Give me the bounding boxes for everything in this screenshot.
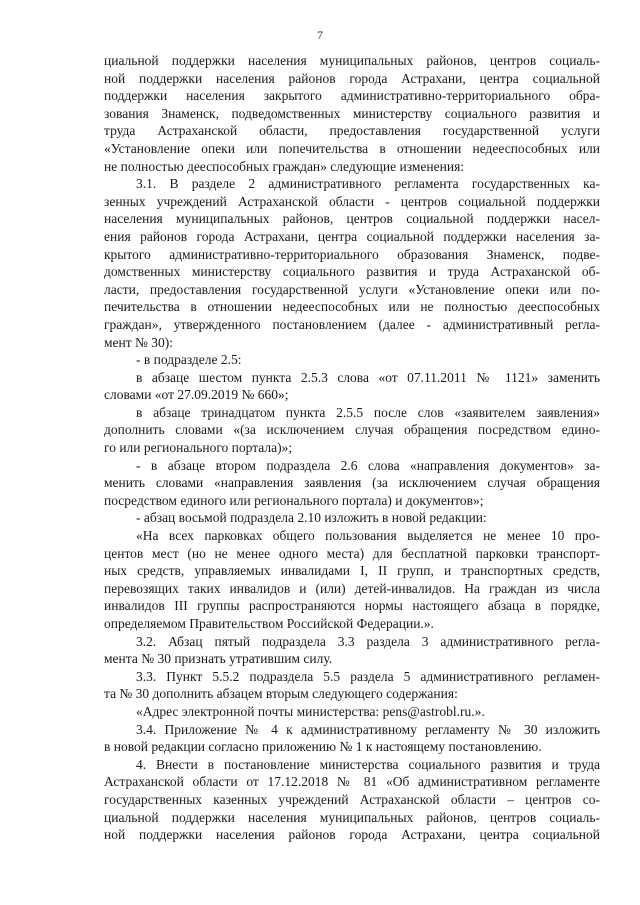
text-line: словами «от 27.09.2019 № 660»; <box>104 387 289 403</box>
text-line: та № 30 дополнить абзацем вторым следующего содержания: <box>104 686 458 702</box>
text-line: - в подразделе 2.5: <box>136 352 242 368</box>
text-line: центов мест (но не менее одного места) для бесплатной парковки транспорт- <box>104 545 600 561</box>
text-line: зенных учреждений Астраханской области - центров социальной поддержки <box>104 193 600 209</box>
text-line: перевозящих таких инвалидов и (или) детей-инвалидов. На граждан из числа <box>104 580 600 596</box>
text-line: дополнить словами «(за исключением случая обращения посредством едино- <box>104 422 600 438</box>
text-line: граждан», утвержденного постановлением (далее - административный регла- <box>104 316 600 332</box>
text-line: домственных министерству социального развития и труда Астраханской об- <box>104 264 600 280</box>
text-line: ения районов города Астрахани, центра социальной поддержки населения за- <box>104 228 600 244</box>
text-line: населения муниципальных районов, центров социальной поддержки насел- <box>104 211 600 227</box>
text-line: 3.1. В разделе 2 административного регламента государственных ка- <box>136 176 600 192</box>
text-line: го или регионального портала)»; <box>104 440 293 456</box>
text-line: мента № 30 признать утратившим силу. <box>104 651 333 667</box>
page-number: 7 <box>317 28 323 42</box>
text-line: 3.4. Приложение № 4 к административному регламенту № 30 изложить <box>136 721 600 737</box>
text-line: в абзаце тринадцатом пункта 2.5.5 после слов «заявителем заявления» <box>136 404 600 420</box>
text-line: ласти, предоставления государственной услуги «Установление опеки или по- <box>104 281 600 297</box>
text-line: Астраханской области от 17.12.2018 № 81 «Об административном регламенте <box>104 774 600 790</box>
text-line: инвалидов III группы распространяются нормы настоящего абзаца в порядке, <box>104 598 600 614</box>
text-line: не полностью дееспособных граждан» следующие изменения: <box>104 158 465 174</box>
text-line: - абзац восьмой подраздела 2.10 изложить в новой редакции: <box>136 510 487 526</box>
text-line: государственных казенных учреждений Астраханской области – центров со- <box>104 791 600 807</box>
text-line: определяемом Правительством Российской Федерации.». <box>104 616 434 631</box>
text-line: поддержки населения закрытого административно-территориального обра- <box>104 88 600 104</box>
text-line: циальной поддержки населения муниципальных районов, центров социаль- <box>104 53 600 68</box>
text-line: - в абзаце втором подраздела 2.6 слова «направления документов» за- <box>136 457 600 473</box>
text-line: менить словами «направления заявления (за исключением случая обращения <box>104 475 600 491</box>
text-line: 3.2. Абзац пятый подраздела 3.3 раздела 3 административного регла- <box>136 633 600 649</box>
document-body <box>104 52 600 844</box>
text-line: «На всех парковках общего пользования выделяется не менее 10 про- <box>136 528 600 544</box>
text-line: в абзаце шестом пункта 2.5.3 слова «от 07.11.2011 № 1121» заменить <box>136 369 600 385</box>
text-line: 4. Внести в постановление министерства социального развития и труда <box>136 756 600 772</box>
text-line: циальной поддержки населения муниципальных районов, центров социаль- <box>104 809 600 825</box>
text-line: ной поддержки населения районов города Астрахани, центра социальной <box>104 827 600 843</box>
text-line: зования Знаменск, подведомственных министерству социального развития и <box>104 105 600 121</box>
text-line: крытого административно-территориального образования Знаменск, подве- <box>104 246 600 262</box>
text-line: ной поддержки населения районов города Астрахани, центра социальной <box>104 70 600 86</box>
text-line: труда Астраханской области, предоставления государственной услуги <box>104 123 600 139</box>
text-line: «Адрес электронной почты министерства: pens@astrobl.ru.». <box>136 703 485 719</box>
text-line: мент № 30): <box>104 334 174 350</box>
text-line: посредством единого или регионального портала) и документов»; <box>104 492 484 508</box>
text-line: печительства в отношении недееспособных или не полностью дееспособных <box>104 299 600 315</box>
text-line: «Установление опеки или попечительства в отношении недееспособных или <box>104 140 600 156</box>
text-line: 3.3. Пункт 5.5.2 подраздела 5.5 раздела 5 административного регламен- <box>136 668 600 684</box>
text-line: ных средств, управляемых инвалидами I, II групп, и транспортных средств, <box>104 563 600 579</box>
text-line: в новой редакции согласно приложению № 1 к настоящему постановлению. <box>104 739 542 755</box>
